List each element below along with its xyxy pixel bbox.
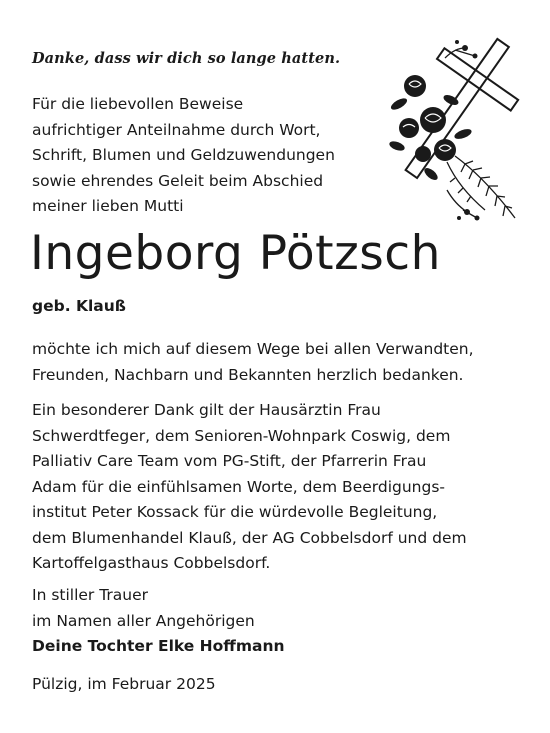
deceased-name: Ingeborg Pötzsch	[30, 226, 441, 281]
closing-line: In stiller Trauer	[32, 586, 149, 604]
paragraph-line: Schwerdtfeger, dem Senioren-Wohnpark Coswig, dem	[32, 426, 451, 445]
closing-block	[32, 583, 285, 660]
signature: Deine Tochter Elke Hoffmann	[32, 637, 285, 655]
paragraph-line: möchte ich mich auf diesem Wege bei allen Verwandten,	[32, 340, 474, 358]
paragraph-line: Ein besonderer Dank gilt der Hausärztin Frau	[32, 401, 381, 419]
thanks-paragraph	[32, 337, 532, 388]
motto: Danke, dass wir dich so lange hatten.	[32, 50, 341, 67]
intro-line: aufrichtiger Anteilnahme durch Wort,	[32, 120, 321, 139]
intro-line: sowie ehrendes Geleit beim Abschied	[32, 171, 324, 190]
paragraph-line: Palliativ Care Team vom PG-Stift, der Pfarrerin Frau	[32, 452, 427, 470]
birth-name: geb. Klauß	[32, 297, 126, 315]
closing-line: im Namen aller Angehörigen	[32, 611, 255, 630]
place-date: Pülzig, im Februar 2025	[32, 675, 216, 693]
intro-line: meiner lieben Mutti	[32, 197, 184, 215]
intro-line: Für die liebevollen Beweise	[32, 95, 244, 113]
paragraph-line: Adam für die einfühlsamen Worte, dem Beerdigungs-	[32, 477, 446, 496]
paragraph-line: Freunden, Nachbarn und Bekannten herzlich bedanken.	[32, 365, 464, 384]
paragraph-line: dem Blumenhandel Klauß, der AG Cobbelsdorf und dem	[32, 528, 467, 547]
paragraph-line: institut Peter Kossack für die würdevolle Begleitung,	[32, 503, 438, 521]
intro-line: Schrift, Blumen und Geldzuwendungen	[32, 146, 335, 164]
special-thanks-paragraph	[32, 398, 532, 577]
paragraph-line: Kartoffelgasthaus Cobbelsdorf.	[32, 554, 271, 572]
intro-text	[32, 92, 382, 220]
cross-with-roses-icon	[385, 28, 520, 228]
